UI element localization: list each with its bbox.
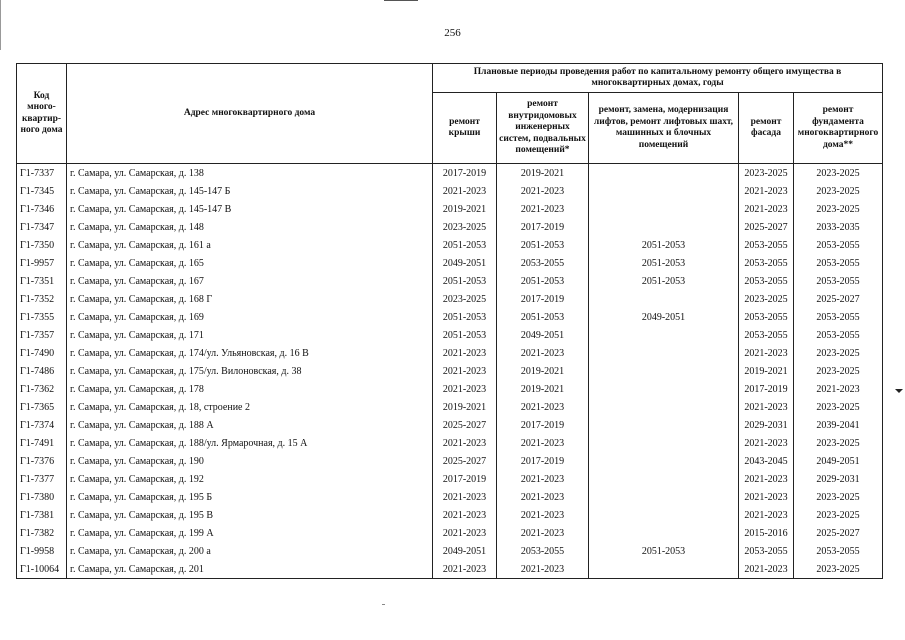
- cell-address: г. Самара, ул. Самарская, д. 171: [67, 326, 433, 344]
- cell-systems: 2021-2023: [497, 560, 589, 579]
- cell-facade: 2043-2045: [739, 452, 794, 470]
- cell-facade: 2053-2055: [739, 254, 794, 272]
- header-planned-periods: Плановые периоды проведения работ по капитальному ремонту общего имущества в многоквартирных домах, годы: [433, 64, 883, 93]
- cell-lifts: [589, 362, 739, 380]
- cell-systems: 2019-2021: [497, 380, 589, 398]
- cell-lifts: [589, 524, 739, 542]
- table-row: [17, 344, 883, 362]
- cell-code: Г1-7490: [17, 344, 67, 362]
- table-row: [17, 218, 883, 236]
- cell-lifts: [589, 290, 739, 308]
- cell-foundation: 2023-2025: [794, 488, 883, 506]
- cell-foundation: 2023-2025: [794, 560, 883, 579]
- cell-facade: 2017-2019: [739, 380, 794, 398]
- cell-foundation: 2053-2055: [794, 308, 883, 326]
- cell-code: Г1-7382: [17, 524, 67, 542]
- cell-code: Г1-9957: [17, 254, 67, 272]
- table-row: [17, 506, 883, 524]
- cell-facade: 2053-2055: [739, 326, 794, 344]
- cell-systems: 2051-2053: [497, 236, 589, 254]
- repair-schedule-table: [16, 63, 883, 579]
- cell-lifts: [589, 200, 739, 218]
- cell-code: Г1-7362: [17, 380, 67, 398]
- cell-facade: 2021-2023: [739, 434, 794, 452]
- cell-roof: 2021-2023: [433, 524, 497, 542]
- cell-code: Г1-7350: [17, 236, 67, 254]
- header-roof: ремонт крыши: [433, 93, 497, 164]
- cell-facade: 2021-2023: [739, 488, 794, 506]
- cell-lifts: [589, 452, 739, 470]
- cell-foundation: 2023-2025: [794, 182, 883, 200]
- cell-systems: 2021-2023: [497, 200, 589, 218]
- table-row: [17, 398, 883, 416]
- cell-roof: 2021-2023: [433, 488, 497, 506]
- cell-foundation: 2023-2025: [794, 434, 883, 452]
- cell-address: г. Самара, ул. Самарская, д. 168 Г: [67, 290, 433, 308]
- cell-address: г. Самара, ул. Самарская, д. 145-147 В: [67, 200, 433, 218]
- cell-systems: 2021-2023: [497, 488, 589, 506]
- cell-roof: 2025-2027: [433, 452, 497, 470]
- cell-address: г. Самара, ул. Самарская, д. 174/ул. Ульяновская, д. 16 В: [67, 344, 433, 362]
- table-row: [17, 182, 883, 200]
- cell-roof: 2017-2019: [433, 164, 497, 183]
- cell-address: г. Самара, ул. Самарская, д. 167: [67, 272, 433, 290]
- cell-code: Г1-7374: [17, 416, 67, 434]
- cell-code: Г1-7337: [17, 164, 67, 183]
- cell-roof: 2021-2023: [433, 380, 497, 398]
- cell-code: Г1-7376: [17, 452, 67, 470]
- scan-dot-mark: [382, 604, 385, 605]
- table-row: [17, 452, 883, 470]
- cell-systems: 2021-2023: [497, 434, 589, 452]
- cell-foundation: 2053-2055: [794, 542, 883, 560]
- table-row: [17, 542, 883, 560]
- table-row: [17, 362, 883, 380]
- cell-systems: 2019-2021: [497, 362, 589, 380]
- cell-lifts: [589, 398, 739, 416]
- cell-foundation: 2053-2055: [794, 236, 883, 254]
- cell-address: г. Самара, ул. Самарская, д. 178: [67, 380, 433, 398]
- cell-facade: 2019-2021: [739, 362, 794, 380]
- header-address: Адрес многоквартирного дома: [67, 64, 433, 164]
- cell-facade: 2021-2023: [739, 398, 794, 416]
- cell-facade: 2015-2016: [739, 524, 794, 542]
- cell-lifts: [589, 344, 739, 362]
- cell-systems: 2051-2053: [497, 272, 589, 290]
- table-row: [17, 488, 883, 506]
- header-code: Код много-квартир-ного дома: [17, 64, 67, 164]
- cell-code: Г1-7347: [17, 218, 67, 236]
- cell-address: г. Самара, ул. Самарская, д. 18, строение 2: [67, 398, 433, 416]
- cell-lifts: 2051-2053: [589, 272, 739, 290]
- cell-foundation: 2053-2055: [794, 254, 883, 272]
- table-body: [17, 164, 883, 579]
- cell-lifts: [589, 488, 739, 506]
- cell-lifts: 2051-2053: [589, 254, 739, 272]
- cell-lifts: [589, 164, 739, 183]
- cell-address: г. Самара, ул. Самарская, д. 199 А: [67, 524, 433, 542]
- cell-facade: 2021-2023: [739, 470, 794, 488]
- cell-code: Г1-7380: [17, 488, 67, 506]
- cell-facade: 2023-2025: [739, 164, 794, 183]
- cell-lifts: [589, 182, 739, 200]
- cell-systems: 2053-2055: [497, 542, 589, 560]
- table-row: [17, 254, 883, 272]
- cell-address: г. Самара, ул. Самарская, д. 161 а: [67, 236, 433, 254]
- cell-foundation: 2023-2025: [794, 398, 883, 416]
- cell-foundation: 2023-2025: [794, 164, 883, 183]
- cell-code: Г1-7486: [17, 362, 67, 380]
- cell-lifts: [589, 326, 739, 344]
- cell-facade: 2021-2023: [739, 506, 794, 524]
- cell-roof: 2021-2023: [433, 362, 497, 380]
- cell-address: г. Самара, ул. Самарская, д. 200 а: [67, 542, 433, 560]
- table-row: [17, 236, 883, 254]
- cell-facade: 2029-2031: [739, 416, 794, 434]
- cell-roof: 2021-2023: [433, 344, 497, 362]
- cell-systems: 2017-2019: [497, 452, 589, 470]
- cell-address: г. Самара, ул. Самарская, д. 148: [67, 218, 433, 236]
- cell-code: Г1-10064: [17, 560, 67, 579]
- cell-facade: 2053-2055: [739, 236, 794, 254]
- cell-address: г. Самара, ул. Самарская, д. 169: [67, 308, 433, 326]
- cell-systems: 2053-2055: [497, 254, 589, 272]
- cell-facade: 2053-2055: [739, 272, 794, 290]
- header-systems: ремонт внутридомовых инженерных систем, подвальных помещений*: [497, 93, 589, 164]
- cell-roof: 2021-2023: [433, 434, 497, 452]
- cell-foundation: 2025-2027: [794, 524, 883, 542]
- cell-code: Г1-7345: [17, 182, 67, 200]
- cell-lifts: [589, 416, 739, 434]
- scan-edge-mark: [0, 0, 1, 50]
- cell-code: Г1-7346: [17, 200, 67, 218]
- cell-code: Г1-7352: [17, 290, 67, 308]
- cell-foundation: 2021-2023: [794, 380, 883, 398]
- cell-roof: 2049-2051: [433, 542, 497, 560]
- cell-facade: 2021-2023: [739, 560, 794, 579]
- cell-foundation: 2023-2025: [794, 362, 883, 380]
- table-row: [17, 308, 883, 326]
- header-foundation: ремонт фундамента многоквартирного дома**: [794, 93, 883, 164]
- cell-foundation: 2029-2031: [794, 470, 883, 488]
- table-row: [17, 416, 883, 434]
- cell-lifts: 2051-2053: [589, 236, 739, 254]
- cell-roof: 2019-2021: [433, 200, 497, 218]
- table-row: [17, 326, 883, 344]
- cell-foundation: 2023-2025: [794, 200, 883, 218]
- cell-address: г. Самара, ул. Самарская, д. 195 Б: [67, 488, 433, 506]
- cell-roof: 2021-2023: [433, 182, 497, 200]
- table-row: [17, 560, 883, 579]
- table-row: [17, 290, 883, 308]
- cell-lifts: [589, 380, 739, 398]
- cell-lifts: 2049-2051: [589, 308, 739, 326]
- cell-code: Г1-7351: [17, 272, 67, 290]
- cell-address: г. Самара, ул. Самарская, д. 145-147 Б: [67, 182, 433, 200]
- cell-address: г. Самара, ул. Самарская, д. 165: [67, 254, 433, 272]
- cell-code: Г1-7357: [17, 326, 67, 344]
- page-number: 256: [444, 27, 461, 39]
- table-row: [17, 434, 883, 452]
- cell-code: Г1-7377: [17, 470, 67, 488]
- cell-systems: 2021-2023: [497, 344, 589, 362]
- cell-facade: 2021-2023: [739, 182, 794, 200]
- cell-code: Г1-7365: [17, 398, 67, 416]
- header-lifts: ремонт, замена, модернизация лифтов, ремонт лифтовых шахт, машинных и блочных помещений: [589, 93, 739, 164]
- table-row: [17, 164, 883, 183]
- cell-address: г. Самара, ул. Самарская, д. 201: [67, 560, 433, 579]
- cell-roof: 2051-2053: [433, 326, 497, 344]
- cell-code: Г1-9958: [17, 542, 67, 560]
- cell-foundation: 2049-2051: [794, 452, 883, 470]
- cell-lifts: 2051-2053: [589, 542, 739, 560]
- cell-roof: 2051-2053: [433, 236, 497, 254]
- cell-lifts: [589, 218, 739, 236]
- cell-address: г. Самара, ул. Самарская, д. 190: [67, 452, 433, 470]
- cell-foundation: 2053-2055: [794, 326, 883, 344]
- cell-foundation: 2033-2035: [794, 218, 883, 236]
- cell-systems: 2021-2023: [497, 524, 589, 542]
- cell-address: г. Самара, ул. Самарская, д. 192: [67, 470, 433, 488]
- cell-lifts: [589, 506, 739, 524]
- cell-systems: 2049-2051: [497, 326, 589, 344]
- cell-roof: 2025-2027: [433, 416, 497, 434]
- header-facade: ремонт фасада: [739, 93, 794, 164]
- table-row: [17, 380, 883, 398]
- cell-systems: 2019-2021: [497, 164, 589, 183]
- cell-code: Г1-7355: [17, 308, 67, 326]
- cell-systems: 2021-2023: [497, 470, 589, 488]
- cell-code: Г1-7381: [17, 506, 67, 524]
- table-row: [17, 524, 883, 542]
- scan-top-line: [384, 0, 418, 1]
- cell-address: г. Самара, ул. Самарская, д. 188 А: [67, 416, 433, 434]
- cell-systems: 2017-2019: [497, 416, 589, 434]
- cell-address: г. Самара, ул. Самарская, д. 138: [67, 164, 433, 183]
- cell-systems: 2017-2019: [497, 290, 589, 308]
- scan-arrow-mark: [895, 389, 903, 393]
- table-row: [17, 272, 883, 290]
- cell-roof: 2023-2025: [433, 218, 497, 236]
- cell-roof: 2021-2023: [433, 506, 497, 524]
- cell-facade: 2021-2023: [739, 344, 794, 362]
- table-row: [17, 470, 883, 488]
- cell-foundation: 2023-2025: [794, 506, 883, 524]
- cell-facade: 2025-2027: [739, 218, 794, 236]
- cell-facade: 2053-2055: [739, 308, 794, 326]
- cell-roof: 2021-2023: [433, 560, 497, 579]
- cell-roof: 2019-2021: [433, 398, 497, 416]
- cell-lifts: [589, 470, 739, 488]
- cell-lifts: [589, 560, 739, 579]
- cell-systems: 2021-2023: [497, 506, 589, 524]
- table-header: [17, 64, 883, 164]
- cell-facade: 2021-2023: [739, 200, 794, 218]
- cell-roof: 2049-2051: [433, 254, 497, 272]
- cell-foundation: 2053-2055: [794, 272, 883, 290]
- cell-facade: 2053-2055: [739, 542, 794, 560]
- cell-systems: 2021-2023: [497, 182, 589, 200]
- cell-roof: 2051-2053: [433, 308, 497, 326]
- cell-address: г. Самара, ул. Самарская, д. 175/ул. Вилоновская, д. 38: [67, 362, 433, 380]
- cell-facade: 2023-2025: [739, 290, 794, 308]
- table-row: [17, 200, 883, 218]
- cell-roof: 2017-2019: [433, 470, 497, 488]
- cell-address: г. Самара, ул. Самарская, д. 195 В: [67, 506, 433, 524]
- cell-address: г. Самара, ул. Самарская, д. 188/ул. Ярмарочная, д. 15 А: [67, 434, 433, 452]
- cell-code: Г1-7491: [17, 434, 67, 452]
- cell-foundation: 2025-2027: [794, 290, 883, 308]
- cell-roof: 2023-2025: [433, 290, 497, 308]
- cell-systems: 2051-2053: [497, 308, 589, 326]
- cell-foundation: 2039-2041: [794, 416, 883, 434]
- cell-lifts: [589, 434, 739, 452]
- cell-systems: 2017-2019: [497, 218, 589, 236]
- cell-foundation: 2023-2025: [794, 344, 883, 362]
- cell-roof: 2051-2053: [433, 272, 497, 290]
- cell-systems: 2021-2023: [497, 398, 589, 416]
